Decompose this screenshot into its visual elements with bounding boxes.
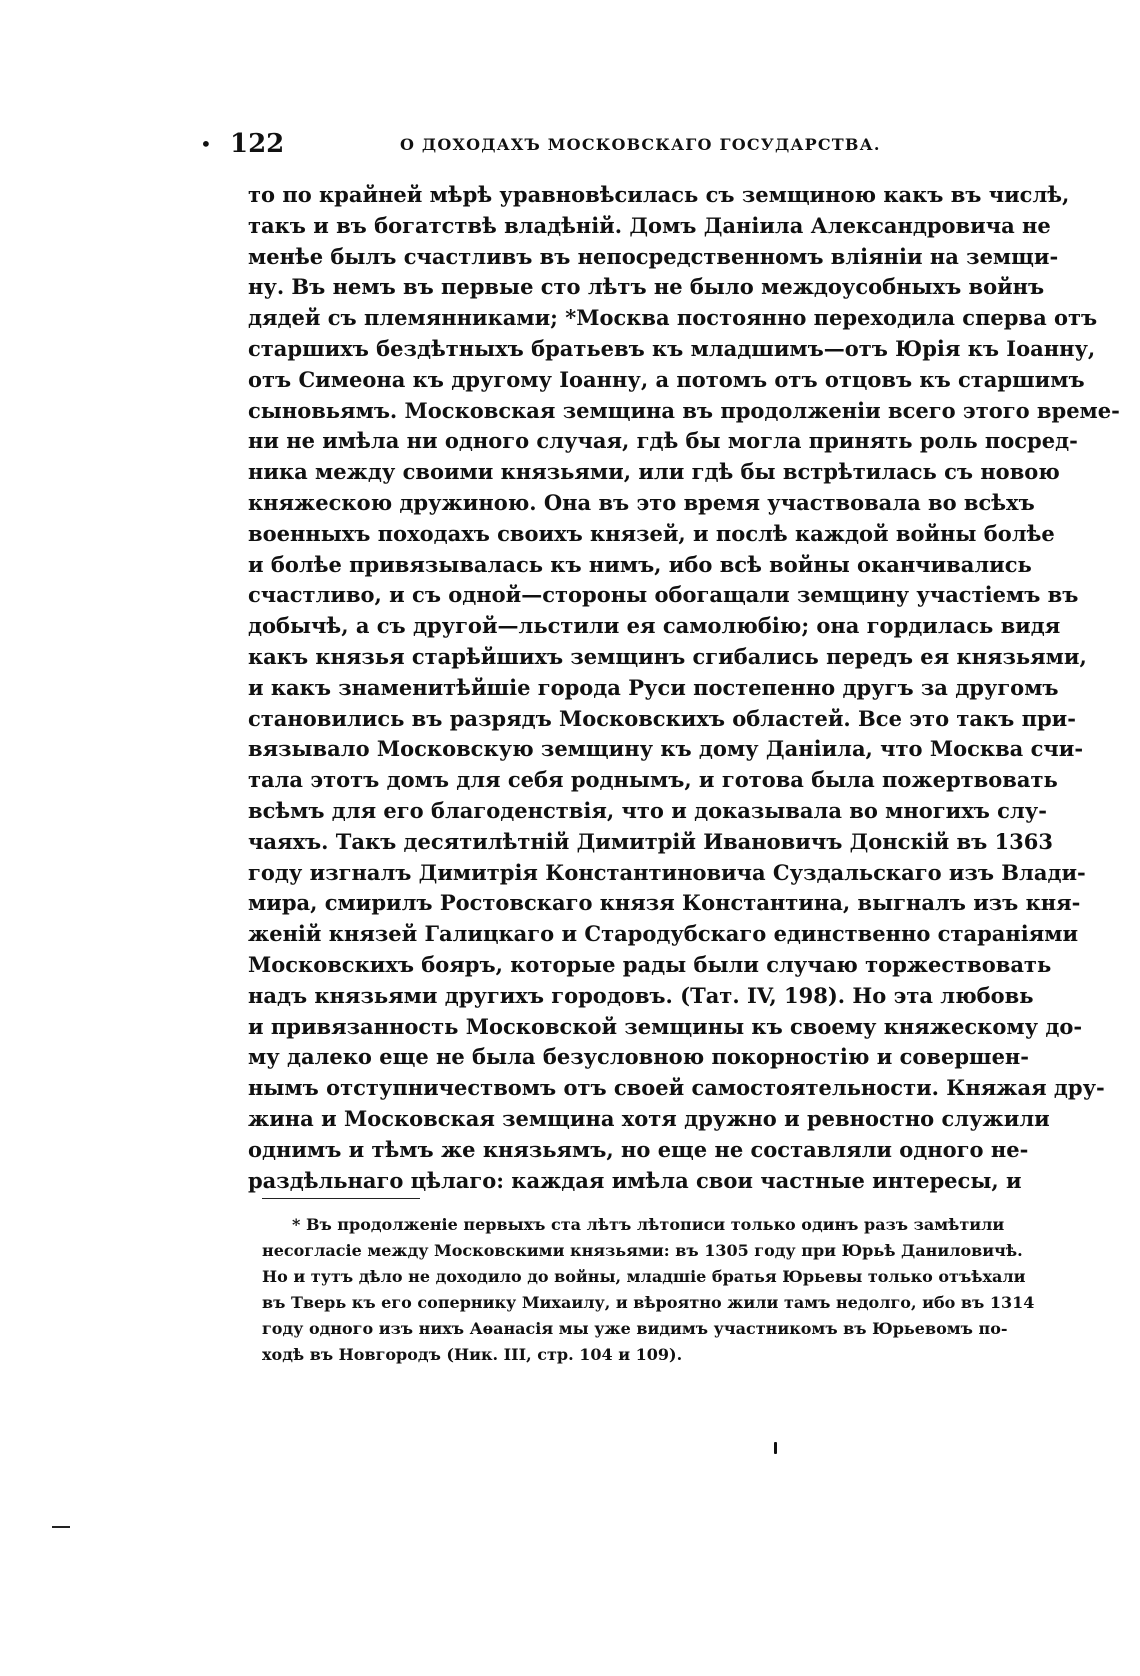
- footnote-line: въ Тверь къ его сопернику Михаилу, и вѣроятно жили тамъ недолго, ибо въ 1314: [262, 1293, 1035, 1312]
- footnote-line: * Въ продолженіе первыхъ ста лѣтъ лѣтописи только одинъ разъ замѣтили: [292, 1215, 1005, 1234]
- text-line: старшихъ бездѣтныхъ братьевъ къ младшимъ—отъ Юрія къ Іоанну,: [248, 335, 1096, 361]
- text-line: ну. Въ немъ въ первые сто лѣтъ не было междоусобныхъ войнъ: [248, 274, 1045, 300]
- text-line: всѣмъ для его благоденствія, что и доказывала во многихъ слу-: [248, 797, 1047, 823]
- text-line: Московскихъ бояръ, которые рады были случаю торжествовать: [248, 951, 1052, 977]
- text-line: тала этотъ домъ для себя роднымъ, и готова была пожертвовать: [248, 767, 1058, 793]
- text-line: однимъ и тѣмъ же князьямъ, но еще не составляли одного не-: [248, 1136, 1029, 1162]
- page-number: 122: [230, 129, 285, 159]
- text-line: надъ князьями другихъ городовъ. (Тат. IV, 198). Но эта любовь: [248, 982, 1034, 1008]
- text-line: и какъ знаменитѣйшіе города Руси постепенно другъ за другомъ: [248, 674, 1059, 700]
- footnote-divider: [262, 1198, 420, 1199]
- footnote: [262, 1212, 1035, 1368]
- printer-mark: [774, 1442, 777, 1454]
- running-title: О ДОХОДАХЪ МОСКОВСКАГО ГОСУДАРСТВА.: [400, 135, 881, 154]
- footnote-line: Но и тутъ дѣло не доходило до войны, младшіе братья Юрьевы только отъѣхали: [262, 1267, 1026, 1286]
- text-line: раздѣльнаго цѣлаго: каждая имѣла свои частные интересы, и: [248, 1167, 1022, 1193]
- text-line: какъ князья старѣйшихъ земщинъ сгибались передъ ея князьями,: [248, 643, 1087, 669]
- text-line: ника между своими князьями, или гдѣ бы встрѣтилась съ новою: [248, 459, 1060, 485]
- text-line: военныхъ походахъ своихъ князей, и послѣ каждой войны болѣе: [248, 520, 1055, 546]
- text-line: княжескою дружиною. Она въ это время участвовала во всѣхъ: [248, 489, 1035, 515]
- footnote-line: году одного изъ нихъ Аѳанасія мы уже видимъ участникомъ въ Юрьевомъ по-: [262, 1319, 1008, 1338]
- text-line: дядей съ племянниками; *Москва постоянно переходила сперва отъ: [248, 305, 1098, 331]
- text-line: и болѣе привязывалась къ нимъ, ибо всѣ войны оканчивались: [248, 551, 1032, 577]
- page-header: [200, 128, 960, 164]
- text-line: сыновьямъ. Московская земщина въ продолженіи всего этого време-: [248, 397, 1120, 423]
- text-line: такъ и въ богатствѣ владѣній. Домъ Даніила Александровича не: [248, 212, 1051, 238]
- text-line: счастливо, и съ одной—стороны обогащали земщину участіемъ въ: [248, 582, 1079, 608]
- text-line: и привязанность Московской земщины къ своему княжескому до-: [248, 1013, 1083, 1039]
- text-line: чаяхъ. Такъ десятилѣтній Димитрій Ивановичъ Донскій въ 1363: [248, 828, 1053, 854]
- footnote-line: несогласіе между Московскими князьями: въ 1305 году при Юрьѣ Даниловичѣ.: [262, 1241, 1023, 1260]
- footnote-line: ходѣ въ Новгородъ (Ник. III, стр. 104 и 109).: [262, 1345, 683, 1364]
- margin-mark: [52, 1526, 70, 1528]
- text-line: нымъ отступничествомъ отъ своей самостоятельности. Княжая дру-: [248, 1075, 1105, 1101]
- text-line: вязывало Московскую земщину къ дому Даніила, что Москва счи-: [248, 736, 1084, 762]
- text-line: ни не имѣла ни одного случая, гдѣ бы могла принять роль посред-: [248, 428, 1078, 454]
- text-line: менѣе былъ счастливъ въ непосредственномъ вліяніи на земщи-: [248, 243, 1059, 269]
- text-line: отъ Симеона къ другому Іоанну, а потомъ отъ отцовъ къ старшимъ: [248, 366, 1085, 392]
- text-line: мира, смирилъ Ростовскаго князя Константина, выгналъ изъ кня-: [248, 890, 1081, 916]
- text-line: женій князей Галицкаго и Стародубскаго единственно стараніями: [248, 921, 1079, 947]
- header-bullet-mark: •: [200, 132, 212, 156]
- text-line: жина и Московская земщина хотя дружно и ревностно служили: [248, 1105, 1050, 1131]
- text-line: то по крайней мѣрѣ уравновѣсилась съ земщиною какъ въ числѣ,: [248, 182, 1070, 207]
- text-line: году изгналъ Димитрія Константиновича Суздальскаго изъ Влади-: [248, 859, 1086, 885]
- text-line: добычѣ, а съ другой—льстили ея самолюбію; она гордилась видя: [248, 613, 1061, 639]
- text-line: му далеко еще не была безусловною покорностію и совершен-: [248, 1044, 1030, 1070]
- text-line: становились въ разрядъ Московскихъ областей. Все это такъ при-: [248, 705, 1076, 731]
- main-text: [248, 180, 1120, 1196]
